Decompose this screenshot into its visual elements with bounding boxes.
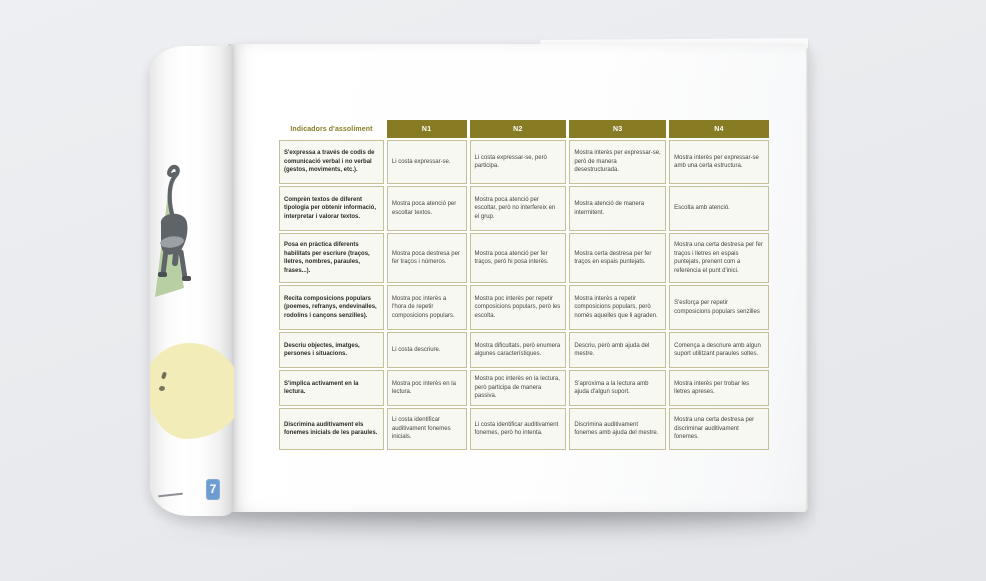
monkey-tail (169, 167, 178, 214)
table-row (279, 186, 769, 231)
indicator-cell: Recita composicions populars (poemes, refranys, endevinalles, rodolins i cançons senzilles). (279, 285, 384, 330)
level-cell-n3: Descriu, però amb ajuda del mestre. (569, 332, 666, 368)
level-cell-n3: Mostra atenció de manera intermitent. (569, 186, 666, 231)
level-cell-n2: Mostra dificultats, però enumera algunes característiques. (470, 332, 567, 368)
indicator-cell: S'expressa a través de codis de comunicació verbal i no verbal (gestos, moviments, etc.). (279, 140, 384, 184)
column-header-n3: N3 (569, 120, 666, 138)
indicator-cell: S'implica activament en la lectura. (279, 370, 384, 406)
corner-header-indicadors: Indicadors d'assoliment (290, 125, 373, 133)
level-cell-n4: Mostra una certa destresa per fer traços i lletres en espais puntejats, prenent com a referència el punt d'inici. (669, 233, 769, 283)
level-cell-n2: Li costa expressar-se, però participa. (470, 140, 567, 184)
table-row (279, 370, 769, 406)
level-cell-n1: Mostra poc interès a l'hora de repetir composicions populars. (387, 285, 467, 330)
page-number-badge: 7 (206, 479, 220, 500)
level-cell-n1: Mostra poc interès en la lectura. (387, 370, 467, 406)
table-row (279, 285, 769, 330)
table-row (279, 140, 769, 184)
rubric-table (276, 118, 772, 452)
level-cell-n1: Mostra poca atenció per escoltar textos. (387, 186, 467, 231)
level-cell-n4: Mostra interès per trobar les lletres apreses. (669, 370, 769, 406)
left-page-curl (150, 46, 234, 516)
level-cell-n4: Mostra interès per expressar-se amb una certa estructura. (669, 140, 769, 184)
level-cell-n3: S'aproxima a la lectura amb ajuda d'algun suport. (569, 370, 666, 406)
page-edge-mark (158, 493, 183, 498)
level-cell-n4: Mostra una certa destresa per discriminar auditivament fonemes. (669, 408, 769, 450)
level-cell-n3: Discrimina auditivament fonemes amb ajuda del mestre. (569, 408, 666, 450)
level-cell-n1: Mostra poca destresa per fer traços i números. (387, 233, 467, 283)
right-page (228, 44, 806, 512)
level-cell-n2: Mostra poc interès en la lectura, però participa de manera passiva. (470, 370, 567, 406)
level-cell-n4: Comença a descriure amb algun suport utilitzant paraules soltes. (669, 332, 769, 368)
table-row (279, 332, 769, 368)
level-cell-n3: Mostra interès a repetir composicions populars, però només aquelles que li agraden. (569, 285, 666, 330)
indicator-cell: Posa en pràctica diferents habilitats per escriure (traços, lletres, nombres, paraules, frases...). (279, 233, 384, 283)
monkey-leg (163, 250, 166, 274)
column-header-n2: N2 (470, 120, 567, 138)
monkey-foot (158, 272, 167, 277)
level-cell-n2: Mostra poca atenció per fer traços, però hi posa interès. (470, 233, 567, 283)
level-cell-n4: Escolta amb atenció. (669, 186, 769, 231)
level-cell-n3: Mostra interès per expressar-se, però de manera desestructurada. (569, 140, 666, 184)
rubric-table-container (276, 118, 774, 452)
table-row (279, 233, 769, 283)
level-cell-n2: Li costa identificar auditivament fonemes, però ho intenta. (470, 408, 567, 450)
indicator-cell: Comprèn textos de diferent tipologia per obtenir informació, interpretar i valorar textos. (279, 186, 384, 231)
level-cell-n1: Li costa identificar auditivament fonemes inicials. (387, 408, 467, 450)
level-cell-n2: Mostra poc interès per repetir composicions populars, però les escolta. (470, 285, 567, 330)
indicator-cell: Discrimina auditivament els fonemes inicials de les paraules. (279, 408, 384, 450)
level-cell-n2: Mostra poca atenció per escoltar, però no interfereix en el grup. (470, 186, 567, 231)
yellow-blob-shape (150, 343, 234, 439)
monkey-foot (182, 276, 191, 281)
column-header-n4: N4 (669, 120, 769, 138)
level-cell-n3: Mostra certa destresa per fer traços en espais puntejats. (569, 233, 666, 283)
column-header-n1: N1 (387, 120, 467, 138)
table-row (279, 408, 769, 450)
level-cell-n1: Li costa descriure. (387, 332, 467, 368)
indicator-cell: Descriu objectes, imatges, persones i situacions. (279, 332, 384, 368)
level-cell-n4: S'esforça per repetir composicions populars senzilles (669, 285, 769, 330)
level-cell-n1: Li costa expressar-se. (387, 140, 467, 184)
table-header-row (279, 120, 769, 138)
monkey-on-leaf-icon (150, 162, 195, 300)
